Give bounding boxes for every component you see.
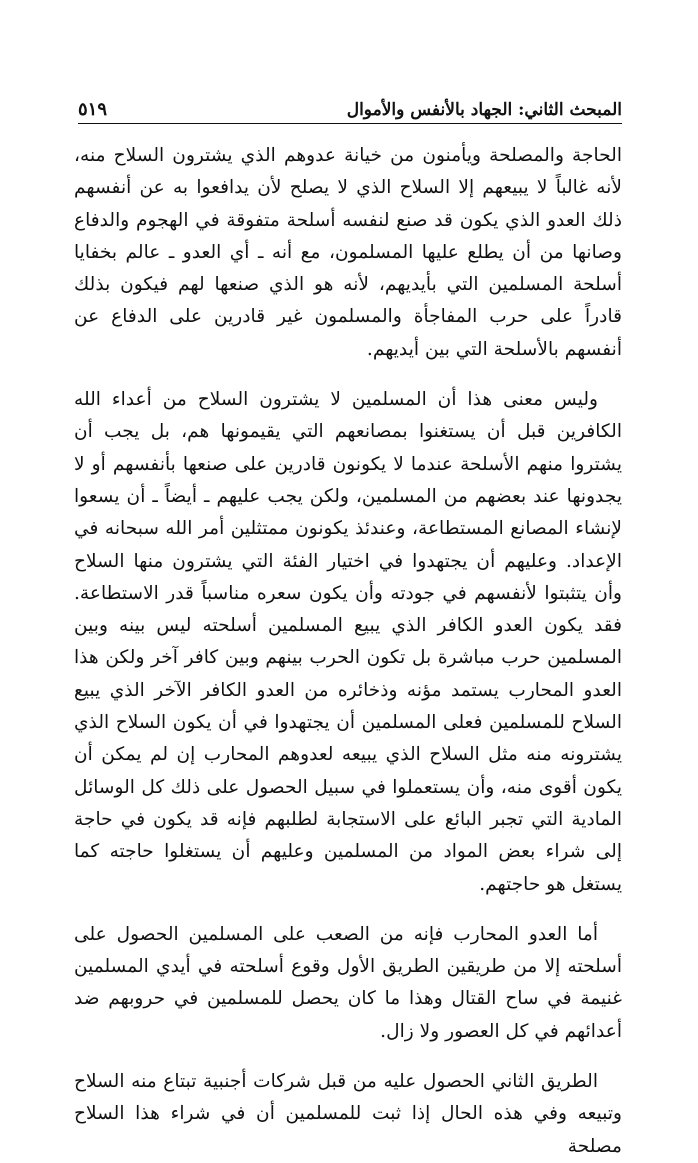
paragraph-3: أما العدو المحارب فإنه من الصعب على المسلمين الحصول على أسلحته إلا من طريقين الطريق الأول وقوع أسلحته في أيدي المسلمين غنيمة في ساح القتال وهذا ما كان يحصل للمسلمين في حروبهم ضد أعدائهم في كل العصور ولا زال. [74,923,622,1042]
running-title: المبحث الثاني: الجهاد بالأنفس والأموال [346,100,622,120]
paragraph-4: الطريق الثاني الحصول عليه من قبل شركات أجنبية تبتاع منه السلاح وتبيعه وفي هذه الحال إذا ثبت للمسلمين أن في شراء هذا السلاح مصلحة [74,1071,622,1157]
body-text [74,140,622,1163]
paragraph-1: الحاجة والمصلحة ويأمنون من خيانة عدوهم الذي يشترون السلاح منه، لأنه غالباً لا يبيعهم إلا السلاح الذي لا يصلح لأن يدافعوا به عن أنفسهم ذلك العدو الذي يكون قد صنع لنفسه أسلحة متفوقة في الهجوم والدفاع وصانها من أن يطلع عليها المسلمون، مع أنه ـ أي العدو ـ عالم بخفايا أسلحة المسلمين التي بأيديهم، لأنه هو الذي صنعها لهم فيكون بذلك قادراً على حرب المفاجأة والمسلمون غير قادرين على الدفاع عن أنفسهم بالأسلحة التي بين أيديهم. [74,145,622,360]
paragraph-2: وليس معنى هذا أن المسلمين لا يشترون السلاح من أعداء الله الكافرين قبل أن يستغنوا بمصانعهم التي يقيمونها هم، بل يجب أن يشتروا منهم الأسلحة عندما لا يكونون قادرين على صنعها بأنفسهم أو لا يجدونها عند بعضهم من المسلمين، ولكن يجب عليهم ـ أيضاً ـ أن يسعوا لإنشاء المصانع المستطاعة، وعندئذ يكونون ممتثلين أمر الله سبحانه في الإعداد. وعليهم أن يجتهدوا في اختيار الفئة التي يشترون منها السلاح وأن يتثبتوا لأنفسهم في جودته وأن يكون سعره مناسباً قدر الاستطاعة. فقد يكون العدو الكافر الذي يبيع المسلمين أسلحته ليس بينه وبين المسلمين حرب مباشرة بل تكون الحرب بينهم وبين كافر آخر ولكن هذا العدو المحارب يستمد مؤنه وذخائره من العدو الكافر الآخر الذي يبيع السلاح للمسلمين فعلى المسلمين أن يجتهدوا في أن يكون السلاح الذي يشترونه منه مثل السلاح الذي يبيعه لعدوهم المحارب إن لم يمكن أن يكون أقوى منه، وأن يستعملوا في سبيل الحصول على ذلك كل الوسائل المادية التي تجبر البائع على الاستجابة لطلبهم فإنه قد يكون في حاجة إلى شراء بعض المواد من المسلمين وعليهم أن يستغلوا حاجته كما يستغل هو حاجتهم. [74,389,622,895]
page-header [78,86,622,124]
page-number: ٥١٩ [78,99,108,120]
